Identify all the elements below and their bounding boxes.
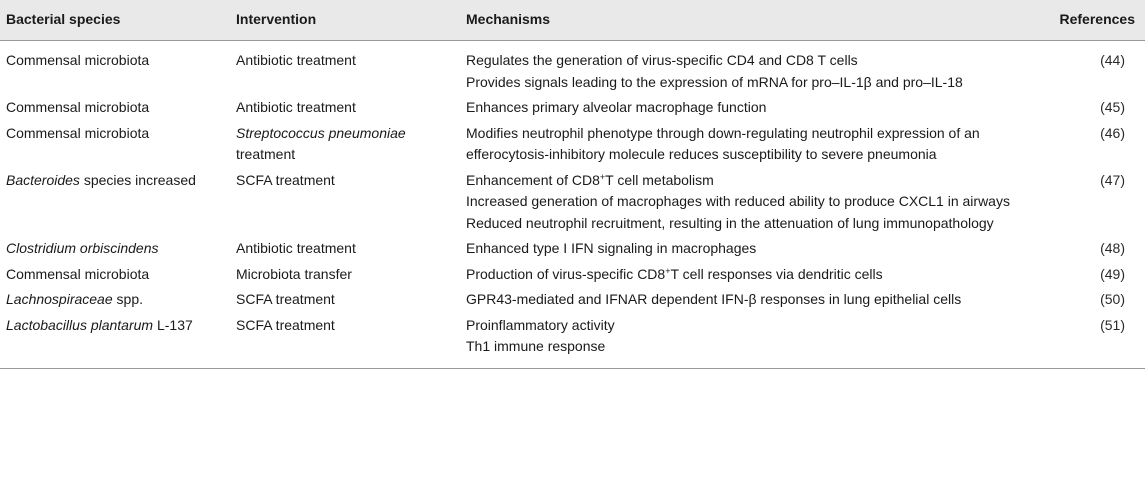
species-italic-text: Bacteroides	[6, 171, 80, 188]
mechanism-line: Enhances primary alveolar macrophage function	[466, 99, 767, 115]
intervention-text: SCFA treatment	[236, 316, 335, 333]
cell-reference: (51)	[1025, 315, 1145, 369]
cell-reference: (50)	[1100, 291, 1125, 307]
header-row	[0, 0, 1145, 41]
mechanism-line: Provides signals leading to the expression of mRNA for pro–IL-1β and pro–IL-18	[466, 73, 963, 90]
table-row	[0, 97, 1145, 123]
species-text: spp.	[112, 291, 143, 307]
cell-species	[0, 289, 230, 315]
cell-intervention	[230, 170, 460, 239]
mechanism-line: Regulates the generation of virus-specific CD4 and CD8 T cells	[466, 52, 858, 68]
species-italic-text: Clostridium orbiscindens	[6, 240, 159, 256]
cell-reference: (44)	[1100, 52, 1125, 68]
species-italic-text: Lactobacillus plantarum	[6, 316, 154, 333]
mechanism-line: Enhanced type I IFN signaling in macrophages	[466, 240, 757, 256]
table-header	[0, 0, 1145, 41]
species-text: L-137	[153, 316, 193, 333]
intervention-text: treatment	[236, 146, 296, 162]
cell-intervention	[230, 97, 460, 123]
cell-reference: (46)	[1100, 124, 1125, 141]
header-mechanisms: Mechanisms	[460, 0, 1025, 41]
cell-species	[0, 264, 230, 290]
mechanism-line: Modifies neutrophil phenotype through down-regulating neutrophil expression of an efferocytosis-inhibitory molecule reduces susceptibility to severe pneumonia	[466, 124, 980, 162]
cell-reference: (47)	[1100, 171, 1125, 188]
header-species: Bacterial species	[0, 0, 230, 41]
mechanism-line: Reduced neutrophil recruitment, resulting in the attenuation of lung immunopathology	[466, 214, 994, 231]
header-references: References	[1025, 0, 1145, 41]
mechanism-line: Increased generation of macrophages with reduced ability to produce CXCL1 in airways	[466, 193, 1010, 209]
cell-species	[0, 97, 230, 123]
table-row	[0, 238, 1145, 264]
intervention-text: Antibiotic treatment	[236, 52, 356, 68]
table-row	[0, 289, 1145, 315]
cell-intervention	[230, 315, 460, 369]
cell-intervention	[230, 123, 460, 170]
cell-mechanisms	[460, 97, 1025, 123]
cell-mechanisms	[460, 289, 1025, 315]
table-row	[0, 170, 1145, 239]
cell-species	[0, 123, 230, 170]
cell-mechanisms	[460, 264, 1025, 290]
header-intervention: Intervention	[230, 0, 460, 41]
species-text: species increased	[79, 171, 196, 188]
cell-mechanisms	[460, 123, 1025, 170]
cell-species	[0, 170, 230, 239]
cell-mechanisms	[460, 238, 1025, 264]
cell-intervention	[230, 41, 460, 98]
intervention-text: SCFA treatment	[236, 171, 335, 188]
intervention-text: Antibiotic treatment	[236, 240, 356, 256]
table-row	[0, 123, 1145, 170]
cell-mechanisms	[460, 170, 1025, 239]
species-italic-text: Lachnospiraceae	[6, 291, 113, 307]
cell-reference: (45)	[1100, 99, 1125, 115]
cell-reference: (48)	[1100, 240, 1125, 256]
species-text: Commensal microbiota	[6, 124, 150, 141]
intervention-text: Microbiota transfer	[236, 265, 352, 282]
cell-species	[0, 238, 230, 264]
intervention-text: SCFA treatment	[236, 291, 335, 307]
intervention-italic-text: Streptococcus pneumoniae	[236, 124, 406, 141]
table-row	[0, 315, 1145, 369]
species-text: Commensal microbiota	[6, 52, 150, 68]
table-body	[0, 41, 1145, 369]
mechanism-line: Production of virus-specific CD8+T cell responses via dendritic cells	[466, 265, 883, 282]
intervention-text: Antibiotic treatment	[236, 99, 356, 115]
table-row	[0, 264, 1145, 290]
cell-mechanisms	[460, 41, 1025, 98]
cell-species	[0, 315, 230, 369]
mechanism-line: Enhancement of CD8+T cell metabolism	[466, 171, 714, 188]
mechanism-line: Th1 immune response	[466, 338, 606, 354]
cell-intervention	[230, 289, 460, 315]
cell-intervention	[230, 238, 460, 264]
species-text: Commensal microbiota	[6, 265, 150, 282]
table-row	[0, 41, 1145, 98]
cell-mechanisms	[460, 315, 1025, 369]
cell-reference: (49)	[1100, 265, 1125, 282]
mechanism-line: GPR43-mediated and IFNAR dependent IFN-β responses in lung epithelial cells	[466, 291, 962, 307]
mechanism-line: Proinflammatory activity	[466, 316, 615, 333]
cell-intervention	[230, 264, 460, 290]
cell-species	[0, 41, 230, 98]
species-text: Commensal microbiota	[6, 99, 150, 115]
